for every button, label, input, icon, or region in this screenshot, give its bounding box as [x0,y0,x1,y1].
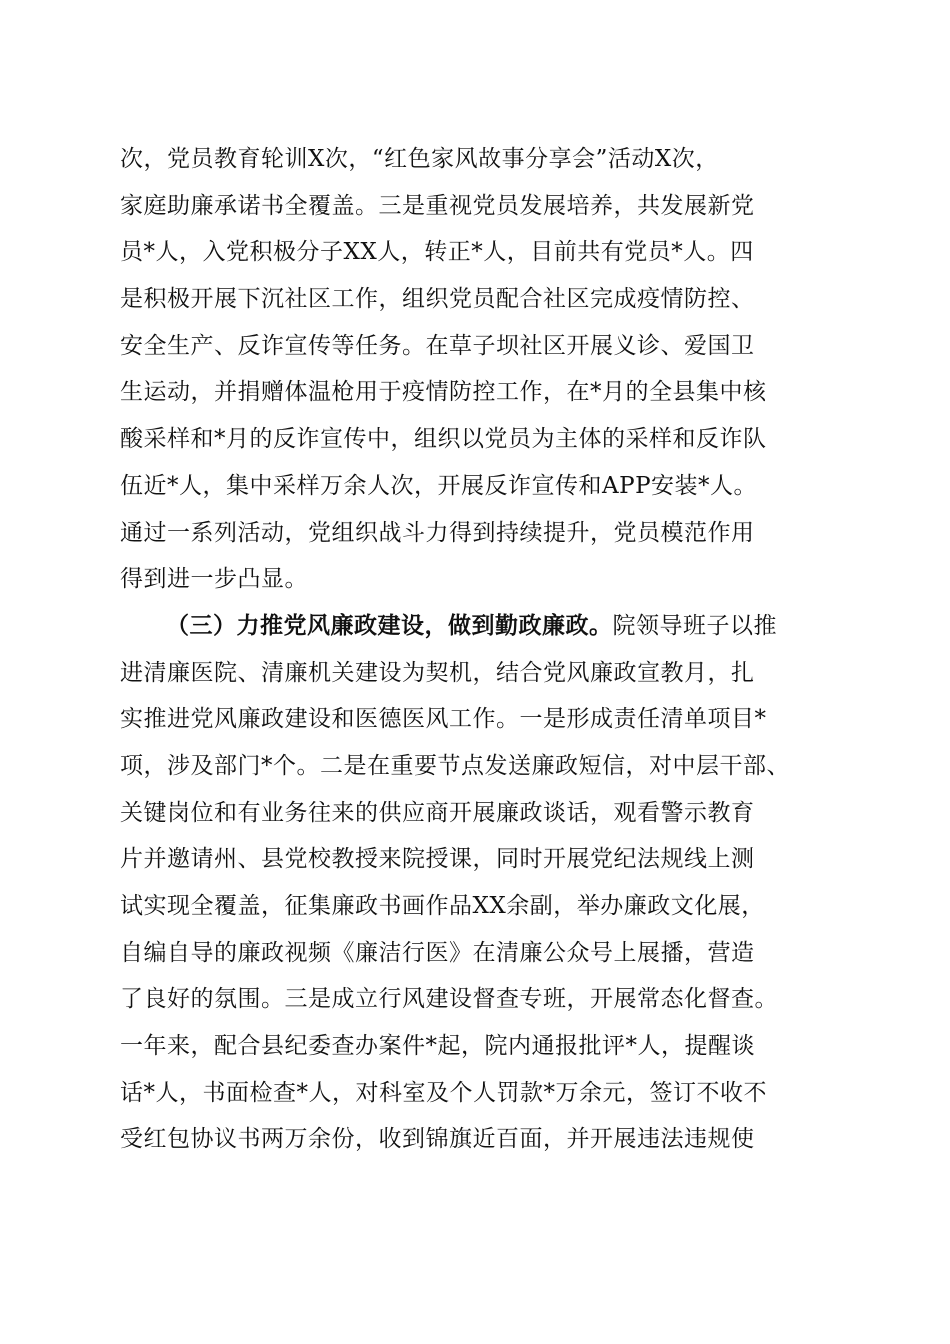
text-line [120,603,840,650]
text-line: 片并邀请州、县党校教授来院授课，同时开展党纪法规线上测 [120,846,755,873]
text-line: 一年来，配合县纪委查办案件*起，院内通报批评*人，提醒谈 [120,1033,755,1060]
text-line: 酸采样和*月的反诈宣传中，组织以党员为主体的采样和反诈队 [120,426,767,453]
text-line: 了良好的氛围。三是成立行风建设督查专班，开展常态化督查。 [120,986,778,1013]
text-line: 员*人，入党积极分子XX人，转正*人，目前共有党员*人。四 [120,239,754,266]
paragraph-integrity-building [120,603,840,1163]
text-line: 安全生产、反诈宣传等任务。在草子坝社区开展义诊、爱国卫 [120,332,755,359]
text-line: 次，党员教育轮训X次，“红色家风故事分享会”活动X次， [120,146,719,172]
text-line: 受红包协议书两万余份，收到锦旗近百面，并开展违法违规使 [120,1126,755,1153]
text-line: 试实现全覆盖，征集廉政书画作品XX余副，举办廉政文化展， [120,893,765,919]
text-line: 通过一系列活动，党组织战斗力得到持续提升，党员模范作用 [120,519,755,546]
text-line: 实推进党风廉政建设和医德医风工作。一是形成责任清单项目* [120,706,767,733]
text-line: 生运动，并捐赠体温枪用于疫情防控工作，在*月的全县集中核 [120,379,767,406]
text-line: 项，涉及部门*个。二是在重要节点发送廉政短信，对中层干部、 [120,752,790,779]
text-line: 伍近*人，集中采样万余人次，开展反诈宣传和APP安装*人。 [120,472,758,499]
text-line: 是积极开展下沉社区工作，组织党员配合社区完成疫情防控、 [120,286,755,313]
text-line: 进清廉医院、清廉机关建设为契机，结合党风廉政宣教月，扎 [120,659,755,686]
section-heading: （三）力推党风廉政建设，做到勤政廉政。 [166,611,613,639]
text-line: 家庭助廉承诺书全覆盖。三是重视党员发展培养，共发展新党 [120,192,755,219]
paragraph-party-activities [120,136,840,603]
text-line: 话*人，书面检查*人，对科室及个人罚款*万余元，签订不收不 [120,1079,767,1106]
heading-line-continuation: 院领导班子以推 [612,612,777,639]
text-line: 自编自导的廉政视频《廉洁行医》在清廉公众号上展播，营造 [120,939,755,966]
text-line: 关键岗位和有业务往来的供应商开展廉政谈话，观看警示教育 [120,799,755,826]
text-line: 得到进一步凸显。 [120,566,308,593]
body-text [120,136,840,1163]
